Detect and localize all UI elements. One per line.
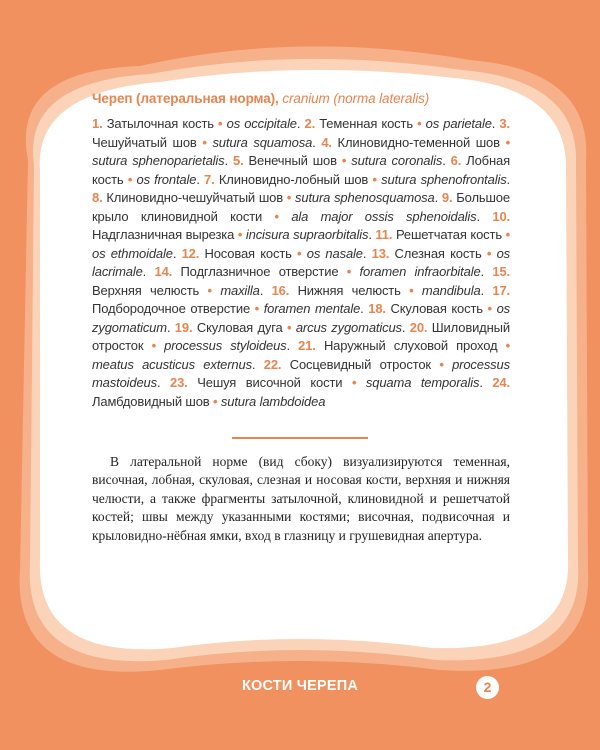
term-latin: meatus acusticus externus: [92, 356, 252, 372]
term-item: 17. Подбородочное отверстие • foramen mentale.: [92, 282, 510, 316]
term-latin: squama temporalis: [365, 375, 480, 390]
term-item: 21. Наружный слуховой проход • meatus acusticus externus.: [92, 338, 511, 372]
term-latin: incisura supraorbitalis: [245, 227, 369, 242]
term-russian: Верхняя челюсть: [92, 282, 200, 298]
bullet-separator: •: [505, 227, 510, 242]
term-russian: Скуловая дуга: [196, 319, 283, 335]
term-latin: maxilla: [220, 282, 260, 298]
term-item: 3. Чешуйчатый шов • sutura squamosa.: [92, 116, 510, 150]
term-number: 14.: [154, 264, 173, 279]
term-latin: processus styloideus: [164, 338, 287, 353]
term-russian: Решетчатая кость: [395, 227, 502, 242]
term-item: 16. Нижняя челюсть • mandibula.: [271, 282, 493, 298]
term-russian: Ламбдовидный шов: [92, 393, 210, 409]
term-number: 3.: [499, 116, 510, 131]
bullet-separator: •: [372, 171, 377, 187]
term-number: 5.: [232, 153, 244, 168]
term-latin: sutura squamosa: [212, 134, 313, 150]
term-russian: Затылочная кость: [106, 116, 214, 131]
main-content: [92, 91, 510, 411]
term-item: 12. Носовая кость • os nasale.: [181, 245, 372, 261]
description-paragraph: В латеральной норме (вид сбоку) визуализируются теменная, височная, лобная, скуловая, слезная и носовая кости, верхняя и нижняя челюсти, а также фрагменты затылочной, клиновидной и решетчатой костей; швы между указанными костями; височная, подвисочная и крыловидно-нёбная ямки, вход в глазницу и грушевидная апертура.: [92, 454, 510, 543]
term-russian: Надглазничная вырезка: [92, 227, 235, 242]
term-latin: foramen infraorbitale: [359, 264, 481, 279]
bullet-separator: •: [207, 282, 212, 298]
bullet-separator: •: [439, 356, 444, 372]
section-title: КОСТИ ЧЕРЕПА: [241, 678, 359, 694]
term-item: 20. Шиловидный отросток • processus styloideus.: [92, 319, 510, 353]
term-number: 7.: [204, 171, 215, 187]
term-item: 15. Верхняя челюсть • maxilla.: [92, 264, 510, 298]
term-russian: Чешуйчатый шов: [92, 134, 197, 150]
heading-latin: cranium (norma lateralis): [282, 91, 430, 106]
bullet-separator: •: [127, 171, 133, 187]
term-russian: Носовая кость: [204, 245, 292, 261]
term-number: 16.: [271, 282, 290, 298]
term-number: 1.: [92, 116, 103, 131]
term-item: 19. Скуловая дуга • arcus zygomaticus.: [174, 319, 410, 335]
bullet-separator: •: [297, 245, 302, 261]
term-latin: foramen mentale: [263, 301, 361, 316]
term-latin: os nasale: [306, 245, 363, 261]
term-russian: Шиловидный отросток: [92, 319, 510, 353]
term-latin: sutura sphenoparietalis: [92, 153, 225, 168]
term-latin: os zygomaticum: [92, 301, 510, 335]
term-russian: Клиновидно-чешуйчатый шов: [106, 190, 283, 205]
bullet-separator: •: [505, 134, 510, 150]
term-russian: Лобная кость: [92, 153, 510, 187]
term-number: 13.: [371, 245, 390, 261]
term-number: 12.: [181, 245, 200, 261]
term-item: 5. Венечный шов • sutura coronalis.: [232, 153, 451, 168]
term-latin: os ethmoidale: [92, 245, 173, 261]
term-latin: sutura lambdoidea: [220, 393, 326, 409]
term-item: 2. Теменная кость • os parietale.: [304, 116, 500, 131]
bullet-separator: •: [254, 301, 260, 316]
term-russian: Теменная кость: [319, 116, 413, 131]
term-list: [92, 115, 510, 411]
term-item: 22. Сосцевидный отросток • processus mastoideus.: [92, 356, 510, 390]
term-russian: Подбородочное отверстие: [92, 301, 251, 316]
term-latin: processus mastoideus: [92, 356, 510, 390]
term-item: 14. Подглазничное отверстие • foramen infraorbitale.: [154, 264, 493, 279]
term-number: 10.: [492, 208, 510, 224]
bullet-separator: •: [274, 208, 279, 224]
bullet-separator: •: [346, 264, 352, 279]
term-item: 11. Решетчатая кость • os ethmoidale.: [92, 227, 510, 261]
term-number: 19.: [174, 319, 193, 335]
term-russian: Большое крыло клиновидной кости: [92, 190, 510, 224]
bullet-separator: •: [286, 190, 292, 205]
term-item: 7. Клиновидно-лобный шов • sutura sphenofrontalis.: [204, 171, 511, 187]
term-russian: Нижняя челюсть: [297, 282, 401, 298]
term-number: 9.: [441, 190, 453, 205]
bullet-separator: •: [486, 245, 492, 261]
term-russian: Сосцевидный отросток: [289, 356, 431, 372]
bullet-separator: •: [287, 319, 292, 335]
term-item: 8. Клиновидно-чешуйчатый шов • sutura sphenosquamosa.: [92, 190, 442, 205]
term-item: 4. Клиновидно-теменной шов • sutura sphenoparietalis.: [92, 134, 510, 168]
term-russian: Подглазничное отверстие: [180, 264, 339, 279]
term-item: 13. Слезная кость • os lacrimale.: [92, 245, 511, 279]
term-latin: sutura sphenofrontalis: [381, 171, 507, 187]
term-latin: ala major ossis sphenoidalis: [291, 208, 477, 224]
bullet-separator: •: [417, 116, 422, 131]
bullet-separator: •: [237, 227, 243, 242]
bullet-separator: •: [213, 393, 218, 409]
term-latin: mandibula: [421, 282, 481, 298]
term-russian: Клиновидно-лобный шов: [218, 171, 369, 187]
term-latin: arcus zygomaticus: [295, 319, 402, 335]
term-latin: sutura coronalis: [351, 153, 443, 168]
term-latin: os frontale: [136, 171, 197, 187]
term-number: 2.: [304, 116, 316, 131]
term-number: 24.: [492, 375, 510, 390]
bullet-separator: •: [202, 134, 207, 150]
term-item: 10. Надглазничная вырезка • incisura supraorbitalis.: [92, 208, 510, 242]
term-number: 17.: [492, 282, 510, 298]
bullet-separator: •: [351, 375, 357, 390]
term-latin: os occipitale: [226, 116, 297, 131]
term-latin: os lacrimale: [92, 245, 511, 279]
term-latin: os parietale: [425, 116, 492, 131]
term-item: 6. Лобная кость • os frontale.: [92, 153, 510, 187]
term-number: 20.: [409, 319, 428, 335]
term-number: 6.: [450, 153, 462, 168]
term-number: 8.: [92, 190, 103, 205]
term-number: 18.: [368, 301, 386, 316]
bullet-separator: •: [487, 301, 492, 316]
term-item: 1. Затылочная кость • os occipitale.: [92, 116, 305, 131]
bullet-separator: •: [151, 338, 156, 353]
term-item: 9. Большое крыло клиновидной кости • ala major ossis sphenoidalis.: [92, 190, 510, 224]
figure-heading: [92, 91, 510, 106]
term-item: 23. Чешуя височной кости • squama temporalis.: [170, 375, 493, 390]
term-russian: Клиновидно-теменной шов: [337, 134, 500, 150]
bullet-separator: •: [409, 282, 414, 298]
term-number: 11.: [375, 227, 393, 242]
term-number: 15.: [492, 264, 510, 279]
term-number: 4.: [321, 134, 332, 150]
term-russian: Скуловая кость: [390, 301, 483, 316]
term-russian: Чешуя височной кости: [197, 375, 343, 390]
term-item: 18. Скуловая кость • os zygomaticum.: [92, 301, 510, 335]
term-latin: sutura sphenosquamosa: [295, 190, 435, 205]
bullet-separator: •: [505, 338, 511, 353]
page-number-badge: 2: [476, 676, 499, 699]
term-number: 23.: [170, 375, 188, 390]
term-number: 22.: [263, 356, 282, 372]
term-russian: Венечный шов: [248, 153, 337, 168]
term-number: 21.: [298, 338, 316, 353]
term-russian: Слезная кость: [394, 245, 482, 261]
term-russian: Наружный слуховой проход: [323, 338, 498, 353]
divider-rule: [232, 437, 368, 439]
bullet-separator: •: [218, 116, 223, 131]
heading-russian: Череп (латеральная норма),: [92, 91, 279, 106]
bullet-separator: •: [341, 153, 347, 168]
